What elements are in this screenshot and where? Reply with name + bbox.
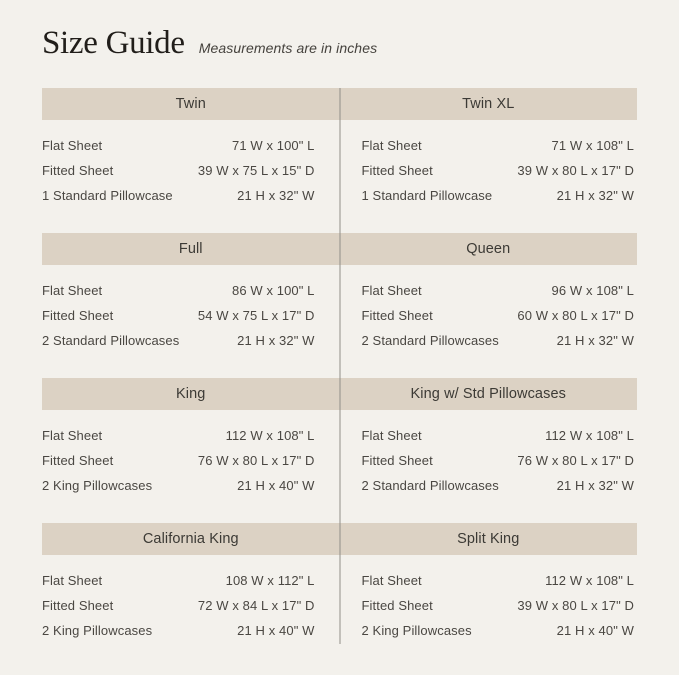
row-label: Fitted Sheet <box>361 598 433 613</box>
row-value: 71 W x 108" L <box>551 138 634 153</box>
row-label: Fitted Sheet <box>361 453 433 468</box>
column-king <box>42 423 338 523</box>
column-twin <box>42 133 338 233</box>
row-label: Flat Sheet <box>42 573 103 588</box>
table-row <box>362 183 635 208</box>
table-row <box>42 423 315 448</box>
column-split-king <box>338 568 638 668</box>
row-label: Fitted Sheet <box>42 163 114 178</box>
section-title-king-std: King w/ Std Pillowcases <box>410 386 566 402</box>
table-row <box>362 158 635 183</box>
table-row <box>42 303 315 328</box>
row-value: 21 H x 40" W <box>556 623 634 638</box>
table-row <box>42 473 315 498</box>
size-guide-table <box>42 88 637 668</box>
column-full <box>42 278 338 378</box>
table-row <box>42 278 315 303</box>
row-value: 39 W x 80 L x 17" D <box>517 163 634 178</box>
table-row <box>362 423 635 448</box>
column-queen <box>338 278 638 378</box>
row-label: 2 Standard Pillowcases <box>361 333 499 348</box>
row-value: 21 H x 40" W <box>237 478 315 493</box>
column-divider <box>339 88 340 644</box>
section-title-california-king: California King <box>142 531 239 547</box>
row-label: 2 King Pillowcases <box>361 623 472 638</box>
table-row <box>42 593 315 618</box>
row-label: Flat Sheet <box>42 428 103 443</box>
row-label: Fitted Sheet <box>42 308 114 323</box>
row-label: Flat Sheet <box>361 283 422 298</box>
table-row <box>362 133 635 158</box>
column-twin-xl <box>338 133 638 233</box>
row-value: 112 W x 108" L <box>545 573 634 588</box>
table-row <box>42 328 315 353</box>
row-value: 112 W x 108" L <box>225 428 315 443</box>
page-title: Size Guide <box>42 25 185 61</box>
table-row <box>42 133 315 158</box>
row-label: Flat Sheet <box>361 138 422 153</box>
row-value: 60 W x 80 L x 17" D <box>517 308 634 323</box>
section-title-king: King <box>176 386 206 402</box>
row-label: 2 King Pillowcases <box>42 478 153 493</box>
row-value: 21 H x 40" W <box>237 623 315 638</box>
row-label: Flat Sheet <box>361 573 422 588</box>
section-title-split-king: Split King <box>457 531 520 547</box>
row-label: 2 King Pillowcases <box>42 623 153 638</box>
column-king-std <box>338 423 638 523</box>
table-row <box>362 593 635 618</box>
row-value: 71 W x 100" L <box>231 138 315 153</box>
table-row <box>42 568 315 593</box>
header <box>0 0 679 62</box>
table-row <box>42 158 315 183</box>
row-value: 21 H x 32" W <box>237 188 315 203</box>
row-value: 112 W x 108" L <box>545 428 634 443</box>
table-row <box>362 448 635 473</box>
row-label: 2 Standard Pillowcases <box>361 478 499 493</box>
table-row <box>42 183 315 208</box>
row-label: Flat Sheet <box>361 428 422 443</box>
row-value: 86 W x 100" L <box>231 283 315 298</box>
table-row <box>42 618 315 643</box>
table-row <box>362 303 635 328</box>
row-label: Flat Sheet <box>42 283 103 298</box>
section-title-twin: Twin <box>175 96 206 112</box>
table-row <box>362 328 635 353</box>
row-label: 2 Standard Pillowcases <box>42 333 180 348</box>
row-value: 96 W x 108" L <box>551 283 634 298</box>
row-value: 21 H x 32" W <box>556 333 634 348</box>
row-label: Fitted Sheet <box>42 598 114 613</box>
row-label: Fitted Sheet <box>42 453 114 468</box>
row-label: Fitted Sheet <box>361 308 433 323</box>
row-label: 1 Standard Pillowcase <box>361 188 493 203</box>
row-value: 21 H x 32" W <box>556 188 634 203</box>
table-row <box>362 618 635 643</box>
row-value: 76 W x 80 L x 17" D <box>197 453 315 468</box>
row-value: 21 H x 32" W <box>556 478 634 493</box>
page-subtitle: Measurements are in inches <box>198 40 378 56</box>
row-label: Fitted Sheet <box>361 163 433 178</box>
table-row <box>42 448 315 473</box>
row-value: 39 W x 75 L x 15" D <box>197 163 315 178</box>
row-value: 21 H x 32" W <box>237 333 315 348</box>
row-value: 39 W x 80 L x 17" D <box>517 598 634 613</box>
row-label: Flat Sheet <box>42 138 103 153</box>
section-title-twin-xl: Twin XL <box>462 96 515 112</box>
table-row <box>362 568 635 593</box>
section-title-queen: Queen <box>466 241 511 257</box>
table-row <box>362 278 635 303</box>
column-california-king <box>42 568 338 668</box>
row-value: 76 W x 80 L x 17" D <box>517 453 634 468</box>
row-value: 54 W x 75 L x 17" D <box>197 308 315 323</box>
row-value: 72 W x 84 L x 17" D <box>197 598 315 613</box>
section-title-full: Full <box>178 241 203 257</box>
table-row <box>362 473 635 498</box>
row-label: 1 Standard Pillowcase <box>42 188 173 203</box>
row-value: 108 W x 112" L <box>225 573 315 588</box>
